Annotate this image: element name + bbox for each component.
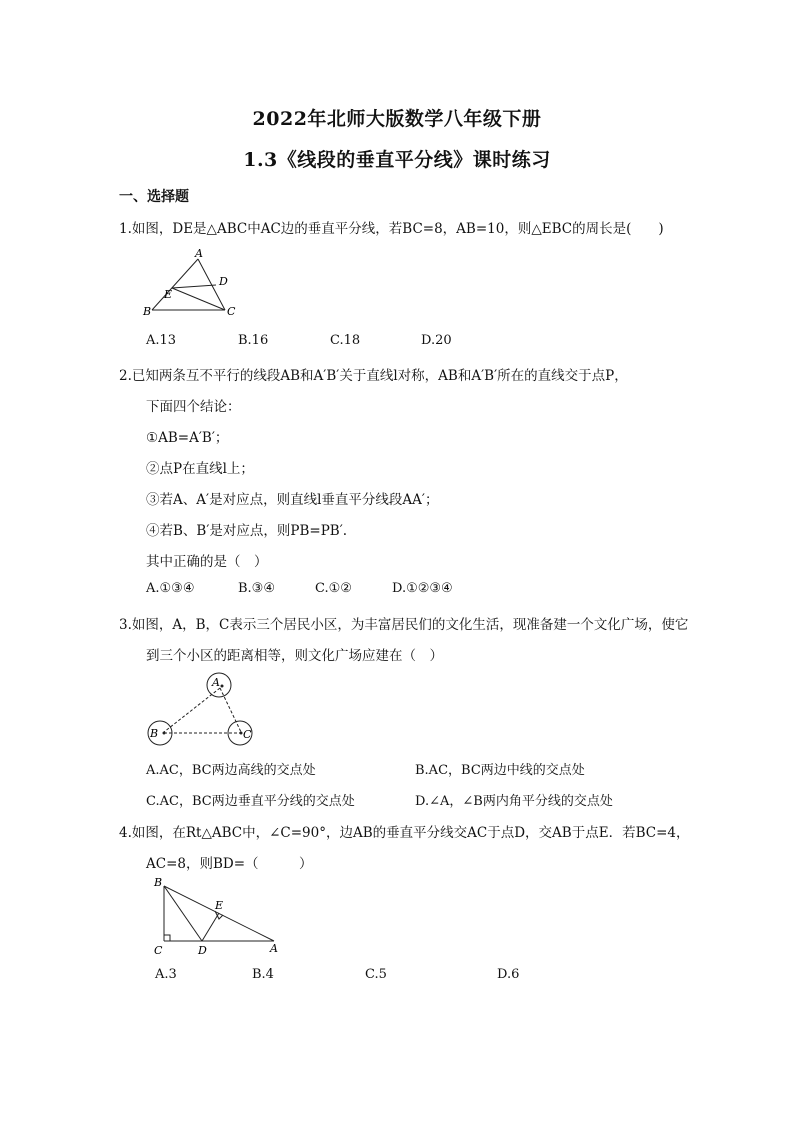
q2-conclusion-3: ③若A、A′是对应点，则直线l垂直平分线段AA′； xyxy=(146,492,439,508)
q1-side-ab xyxy=(152,259,198,310)
q1-option-a: A.13 xyxy=(146,333,177,348)
q2-ask: 其中正确的是（ ） xyxy=(146,554,268,570)
q4-option-c: C.5 xyxy=(365,967,387,982)
q1-label-a: A xyxy=(195,247,203,260)
q4-segment-bd xyxy=(164,886,202,941)
q4-label-c: C xyxy=(154,944,163,957)
q1-label-d: D xyxy=(219,275,228,288)
q2-stem-line1: 2.已知两条互不平行的线段AB和A′B′关于直线l对称，AB和A′B′所在的直线交于点P， xyxy=(119,368,628,384)
q3-label-c: C xyxy=(243,728,252,741)
q1-option-b: B.16 xyxy=(238,333,269,348)
q4-option-d: D.6 xyxy=(497,967,520,982)
q3-segment-ab xyxy=(164,688,220,732)
q4-right-angle-c xyxy=(164,935,170,941)
q2-conclusion-4: ④若B、B′是对应点，则PB=PB′. xyxy=(146,523,348,539)
q3-option-c: C.AC，BC两边垂直平分线的交点处 xyxy=(146,794,355,809)
q3-option-d: D.∠A，∠B两内角平分线的交点处 xyxy=(415,794,613,809)
q4-option-a: A.3 xyxy=(155,967,177,982)
q1-label-e: E xyxy=(164,288,173,301)
q1-figure xyxy=(140,245,240,317)
lesson-title: 1.3《线段的垂直平分线》课时练习 xyxy=(243,149,551,171)
q3-label-b: B xyxy=(150,727,159,740)
q2-option-a: A.①③④ xyxy=(146,581,195,596)
q3-label-a: A xyxy=(212,676,220,689)
q1-segment-ec xyxy=(172,288,225,310)
worksheet-title: 2022年北师大版数学八年级下册 xyxy=(252,108,542,130)
q4-label-b: B xyxy=(154,876,163,889)
q3-option-b: B.AC，BC两边中线的交点处 xyxy=(415,763,585,778)
q2-conclusion-1: ①AB=A′B′； xyxy=(146,430,229,446)
section-heading: 一、选择题 xyxy=(119,189,189,205)
q4-label-d: D xyxy=(198,944,207,957)
q2-option-d: D.①②③④ xyxy=(392,581,453,596)
q1-stem: 1.如图，DE是△ABC中AC边的垂直平分线，若BC=8，AB=10，则△EBC的周长是( ) xyxy=(119,221,664,237)
q4-stem-line1: 4.如图，在Rt△ABC中，∠C=90°，边AB的垂直平分线交AC于点D，交AB于点E．若BC=4， xyxy=(119,825,690,841)
q4-figure xyxy=(146,874,286,960)
q2-conclusion-2: ②点P在直线l上； xyxy=(146,461,254,477)
q1-option-d: D.20 xyxy=(421,333,452,348)
q2-stem-line2: 下面四个结论： xyxy=(146,399,241,415)
q3-point-b xyxy=(163,732,166,735)
q4-stem-line2: AC=8，则BD=（ ） xyxy=(146,856,313,872)
q1-option-c: C.18 xyxy=(330,333,361,348)
q3-option-a: A.AC，BC两边高线的交点处 xyxy=(146,763,316,778)
q4-label-a: A xyxy=(270,942,278,955)
q4-option-b: B.4 xyxy=(252,967,274,982)
q3-figure xyxy=(140,668,265,750)
q2-option-c: C.①② xyxy=(315,581,352,596)
q4-label-e: E xyxy=(215,899,224,912)
q1-segment-de xyxy=(172,285,216,288)
q1-label-c: C xyxy=(227,305,236,317)
q1-label-b: B xyxy=(143,305,152,317)
q3-stem-line1: 3.如图，A，B，C表示三个居民小区，为丰富居民们的文化生活，现准备建一个文化广场，使它 xyxy=(119,617,689,633)
q3-point-a xyxy=(221,685,224,688)
q4-segment-de xyxy=(202,913,219,941)
q3-stem-line2: 到三个小区的距离相等，则文化广场应建在（ ） xyxy=(146,648,443,664)
q2-option-b: B.③④ xyxy=(238,581,275,596)
